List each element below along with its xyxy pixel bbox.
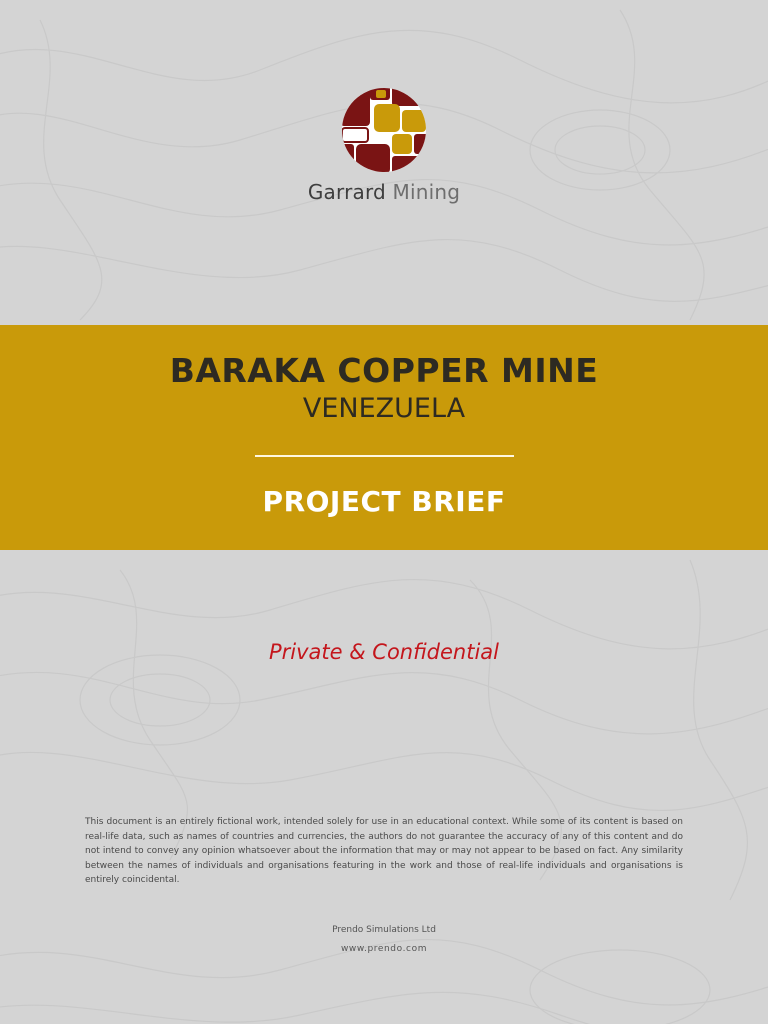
garrard-mining-logo-icon <box>340 86 428 174</box>
project-title: BARAKA COPPER MINE <box>169 351 599 390</box>
brand-name-part1: Garrard <box>307 180 386 204</box>
document-type: PROJECT BRIEF <box>262 485 506 518</box>
website-link[interactable]: www.prendo.com <box>340 944 428 954</box>
title-band <box>0 325 768 550</box>
brand-logo <box>0 86 768 204</box>
brand-name-part2: Mining <box>392 180 461 204</box>
publisher-name: Prendo Simulations Ltd <box>332 925 436 935</box>
title-divider <box>255 455 514 457</box>
confidential-label: Private & Confidential <box>268 640 500 664</box>
brand-name <box>0 180 768 204</box>
disclaimer-text: This document is an entirely fictional work, intended solely for use in an educational context. While some of its content is based on real-life data, such as names of countries and currencies, the authors do not guarantee the accuracy of any of this content and do not intend to convey any opinion whatsoever about the information that may or may not appear to be based on fact. Any similarity between the names of individuals and organisations featuring in the work and those of real-life individuals and organisations is entirely coincidental. <box>85 817 683 886</box>
project-country: VENEZUELA <box>302 393 466 424</box>
